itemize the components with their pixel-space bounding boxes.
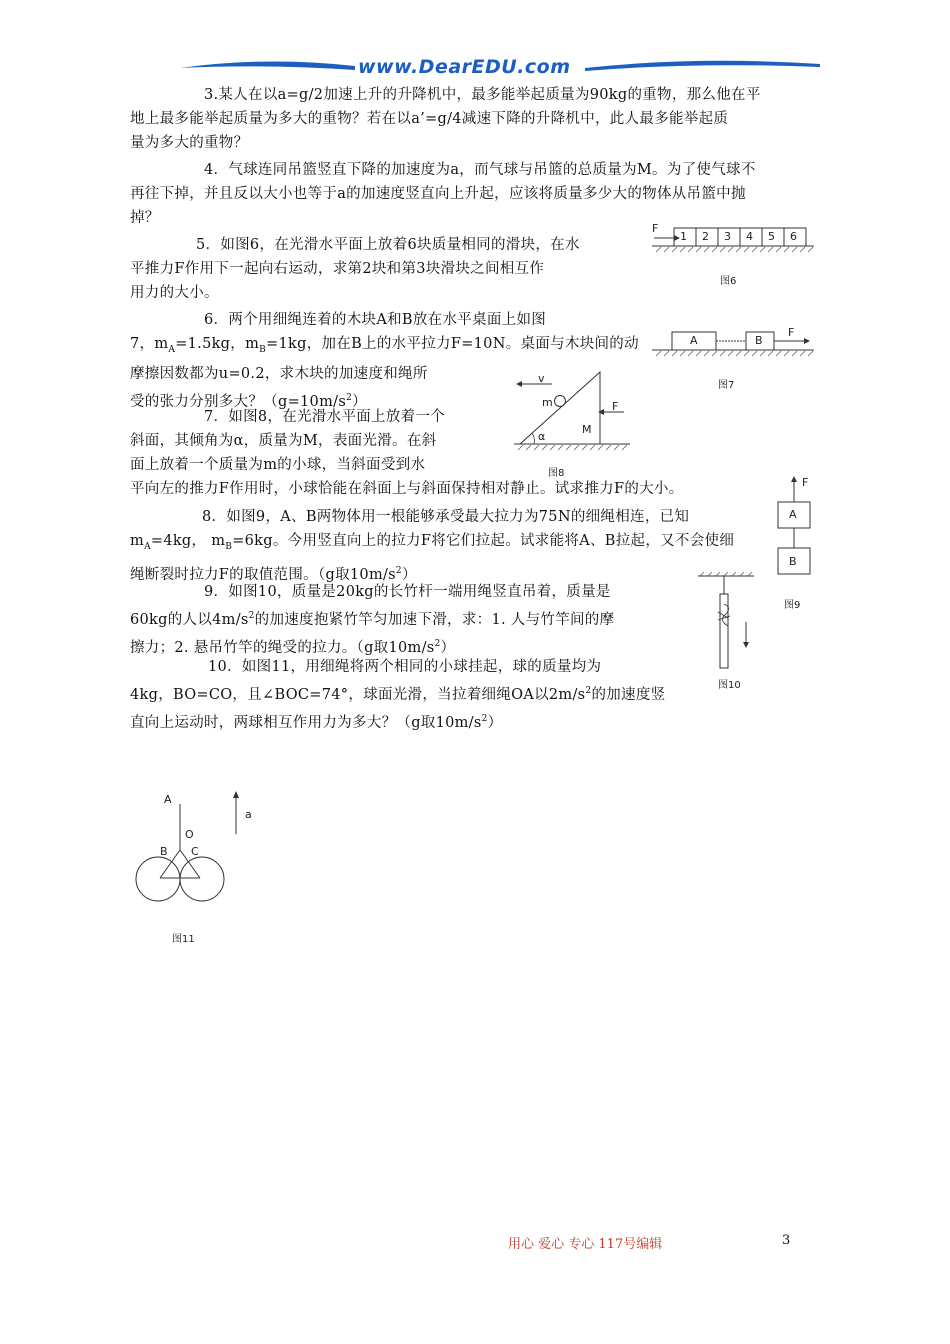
figure-7-block-a: A [690,334,698,347]
figure-8-wedge-label: M [582,423,592,436]
figure-10-caption: 图10 [718,680,741,691]
figure-6-block-6: 6 [790,230,797,243]
problem-5-line-2: 平推力F作用下一起向右运动，求第2块和第3块滑块之间相互作 [130,261,545,277]
figure-11-point-a: A [164,793,172,806]
page-number: 3 [782,1233,791,1248]
figure-7 [648,326,818,396]
problem-4-line-1: 4．气球连同吊篮竖直下降的加速度为a，而气球与吊篮的总质量为M。为了使气球不 [204,162,756,178]
figure-8-ball-label: m [542,396,553,409]
problem-5-line-3: 用力的大小。 [130,285,219,301]
figure-9-force-label: F [802,476,809,489]
problem-8-line-2: $m_A=4kg$， $m_B=6kg$。今用竖直向上的拉力F将它们拉起。试求能将A、B拉起，又不会使细 [130,533,735,552]
figure-10 [694,572,764,692]
figure-8-velocity-label: v [538,372,545,385]
figure-6-caption: 图6 [720,276,737,287]
figure-9-caption: 图9 [784,600,801,611]
problem-3-line-2: 地上最多能举起质量为多大的重物？若在以a’=g/4减速下降的升降机中，此人最多能举起质 [130,111,729,127]
problem-10-line-3: 直向上运动时，两球相互作用力为多大？（g取$10m/s^2$） [130,713,503,731]
figure-11-point-o: O [185,828,194,841]
figure-8-force-label: F [612,400,619,413]
figure-7-block-b: B [755,334,763,347]
problem-8 [130,505,770,587]
problem-7-line-1: 7．如图8，在光滑水平面上放着一个 [204,409,446,425]
figure-11-caption: 图11 [172,934,195,945]
problem-8-line-3: 绳断裂时拉力F的取值范围。（g取$10m/s^2$） [130,565,417,583]
figure-9-drawing [776,474,826,579]
problem-9-line-2: 60kg的人以$4m/s^2$的加速度抱紧竹竿匀加速下滑，求：1. 人与竹竿间的摩 [130,611,615,628]
figure-9-block-b: B [789,555,797,568]
problem-5 [130,233,640,305]
figure-7-caption: 图7 [718,380,735,391]
figure-11-accel-label: a [245,808,252,821]
problem-9-line-1: 9．如图10，质量是20kg的长竹杆一端用绳竖直吊着，质量是 [204,584,611,600]
figure-11-drawing [130,786,280,906]
problem-6-line-2: 7，$m_A=1.5kg$，$m_B=1kg$，加在B上的水平拉力F=10N。桌面与木块间的动 [130,336,639,355]
figure-6-block-5: 5 [768,230,775,243]
problem-3 [130,83,820,155]
problem-6-line-3: 摩擦因数都为u=0.2，求木块的加速度和绳所 [130,365,428,382]
problem-7-line-2: 斜面，其倾角为α，质量为M，表面光滑。在斜 [130,433,437,449]
figure-6 [648,222,818,292]
figure-9 [776,474,826,614]
problem-10-line-1: 10．如图11，用细绳将两个相同的小球挂起，球的质量均为 [208,659,602,675]
figure-11-point-b: B [160,845,168,858]
figure-6-block-4: 4 [746,230,753,243]
problem-5-line-1: 5．如图6，在光滑水平面上放着6块质量相同的滑块，在水 [196,237,580,253]
figure-8-caption: 图8 [548,468,565,479]
problem-4-line-2: 再往下掉，并且反以大小也等于a的加速度竖直向上升起，应该将质量多少大的物体从吊篮中抛 [130,186,746,202]
figure-11 [130,786,280,946]
figure-10-drawing [694,572,764,672]
footer-text: 用心 爱心 专心 117号编辑 [508,1237,663,1252]
figure-11-point-c: C [191,845,199,858]
problem-10-line-2: 4kg，BO=CO，且∠BOC=74°，球面光滑，当拉着细绳OA以$2m/s^2$的加速度竖 [130,686,666,703]
figure-6-block-3: 3 [724,230,731,243]
figure-6-block-1: 1 [680,230,687,243]
problem-3-line-3: 量为多大的重物？ [130,135,249,151]
problem-6-line-4: 受的张力分别多大？$(g=10m/s^2)$ [130,392,367,410]
problem-9-line-3: 擦力；2. 悬吊竹竿的绳受的拉力。（g取$10m/s^2$） [130,638,456,656]
problem-3-line-1: 3.某人在以a=g/2加速上升的升降机中，最多能举起质量为90kg的重物，那么他在平 [204,87,761,103]
problem-7 [130,405,770,501]
figure-6-block-2: 2 [702,230,709,243]
figure-7-force-label: F [788,326,795,339]
figure-6-force-label: F [652,222,659,235]
problem-4-line-3: 掉？ [130,210,160,226]
figure-9-block-a: A [789,508,797,521]
problem-4 [130,158,820,230]
header-site: www.DearEDU.com [358,56,571,78]
problem-7-line-3: 面上放着一个质量为m的小球，当斜面受到水 [130,457,426,473]
problem-10 [130,655,685,735]
problem-6-line-1: 6．两个用细绳连着的木块A和B放在水平桌面上如图 [204,312,547,328]
problem-8-line-1: 8．如图9，A、B两物体用一根能够承受最大拉力为75N的细绳相连，已知 [202,509,690,525]
problem-9 [130,580,685,660]
problem-7-line-4: 平向左的推力F作用时，小球恰能在斜面上与斜面保持相对静止。试求推力F的大小。 [130,481,684,497]
figure-8-angle-label: α [538,430,546,443]
